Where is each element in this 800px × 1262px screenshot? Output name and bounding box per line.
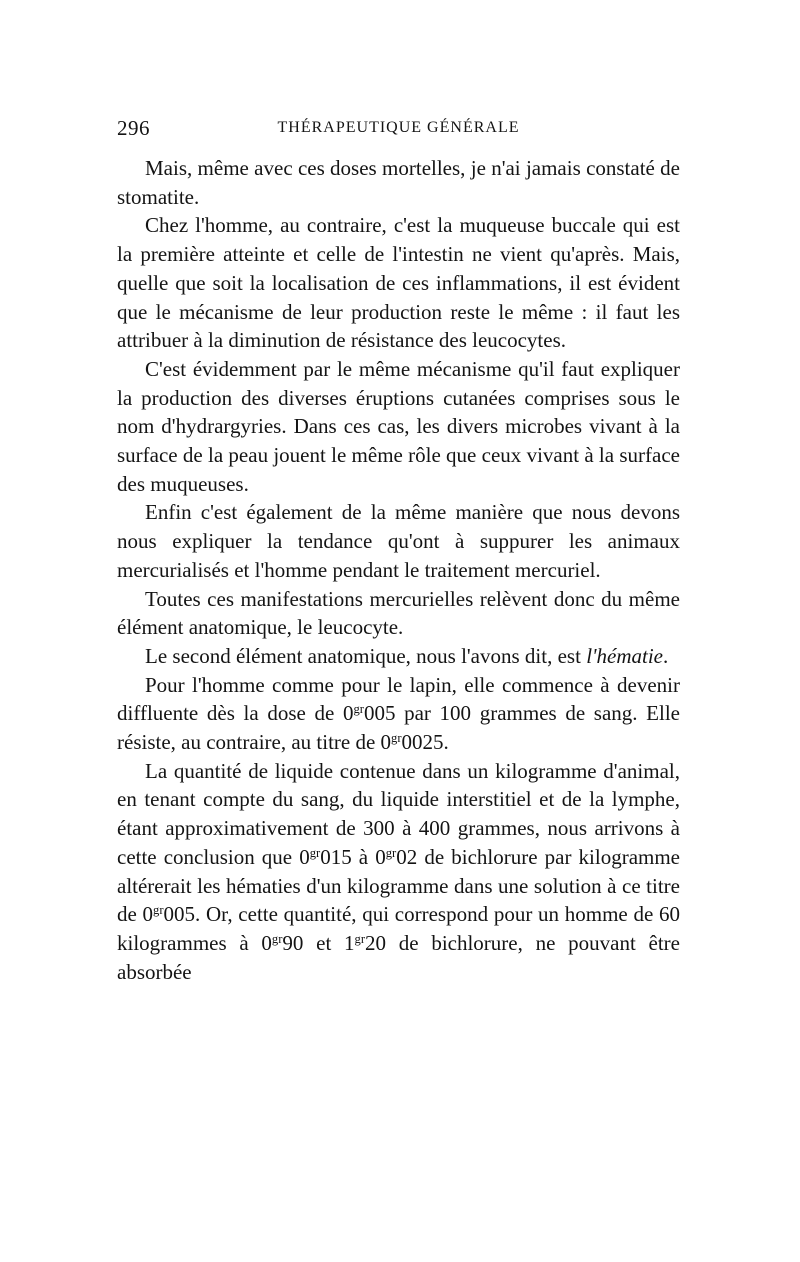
book-page bbox=[117, 108, 680, 986]
quantite-text-5: 90 et 1 bbox=[282, 930, 355, 955]
paragraph-hydrargyries: C'est évidemment par le même mécanisme qu'il faut expliquer la production des diverses éruptions cutanées comprises sous le nom d'hydrargyries. Dans ces cas, les divers microbes vivant à la surface de la peau jouent le même rôle que ceux vivant à la surface des muqueuses. bbox=[117, 356, 680, 496]
page-number: 296 bbox=[117, 116, 150, 140]
gram-superscript: gr bbox=[271, 932, 283, 947]
paragraph-suppuration: Enfin c'est également de la même manière que nous devons nous expliquer la tendance qu'ont à suppurer les animaux mercurialisés et l'homme pendant le traitement mercuriel. bbox=[117, 500, 680, 582]
paragraph-hematie bbox=[117, 642, 680, 671]
hematie-text: Le second élément anatomique, nous l'avons dit, est bbox=[145, 643, 587, 668]
body-text bbox=[117, 154, 680, 986]
lapin-text-3: 0025. bbox=[401, 730, 449, 755]
paragraph-quantite-liquide bbox=[117, 757, 680, 987]
quantite-text-6: 20 de bichlorure, ne pouvant être absorbée bbox=[117, 930, 680, 984]
paragraph-stomatite: Mais, même avec ces doses mortelles, je n'ai jamais constaté de stomatite. bbox=[117, 156, 680, 209]
lapin-text-1: Pour l'homme comme pour le lapin, elle commence à devenir diffluente dès la dose de 0 bbox=[117, 672, 680, 726]
quantite-text-1: La quantité de liquide contenue dans un kilogramme d'animal, en tenant compte du sang, du liquide interstitiel et de la lymphe, étant approximativement de 300 à 400 grammes, nous arrivons à cette conclusion que 0 bbox=[117, 758, 680, 869]
gram-superscript: gr bbox=[153, 903, 164, 918]
running-title: THÉRAPEUTIQUE GÉNÉRALE bbox=[277, 119, 520, 136]
running-head bbox=[117, 108, 680, 148]
gram-superscript: gr bbox=[353, 702, 364, 717]
paragraph-leucocyte: Toutes ces manifestations mercurielles relèvent donc du même élément anatomique, le leucocyte. bbox=[117, 586, 680, 640]
gram-superscript: gr bbox=[354, 932, 366, 947]
gram-superscript: gr bbox=[385, 845, 397, 860]
lapin-text-2: 005 par 100 grammes de sang. Elle résiste, au contraire, au titre de 0 bbox=[117, 701, 681, 755]
quantite-text-4: 005. Or, cette quantité, qui correspond pour un homme de 60 kilogrammes à 0 bbox=[117, 902, 680, 955]
hematie-italic-term: l'hématie bbox=[586, 643, 663, 668]
quantite-text-2: 015 à 0 bbox=[320, 844, 386, 869]
quantite-text-3: 02 de bichlorure par kilogramme altérerait les hématies d'un kilogramme dans une solution à ce titre de 0 bbox=[117, 844, 681, 927]
gram-superscript: gr bbox=[391, 731, 402, 746]
paragraph-muqueuse-buccale: Chez l'homme, au contraire, c'est la muqueuse buccale qui est la première atteinte et celle de l'intestin ne vient qu'après. Mais, quelle que soit la localisation de ces inflammations, il est évident que le mécanisme de leur production reste le même : il faut les attribuer à la diminution de résistance des leucocytes. bbox=[117, 213, 680, 353]
paragraph-lapin bbox=[117, 671, 680, 757]
gram-superscript: gr bbox=[309, 845, 321, 860]
hematie-end: . bbox=[663, 643, 669, 668]
